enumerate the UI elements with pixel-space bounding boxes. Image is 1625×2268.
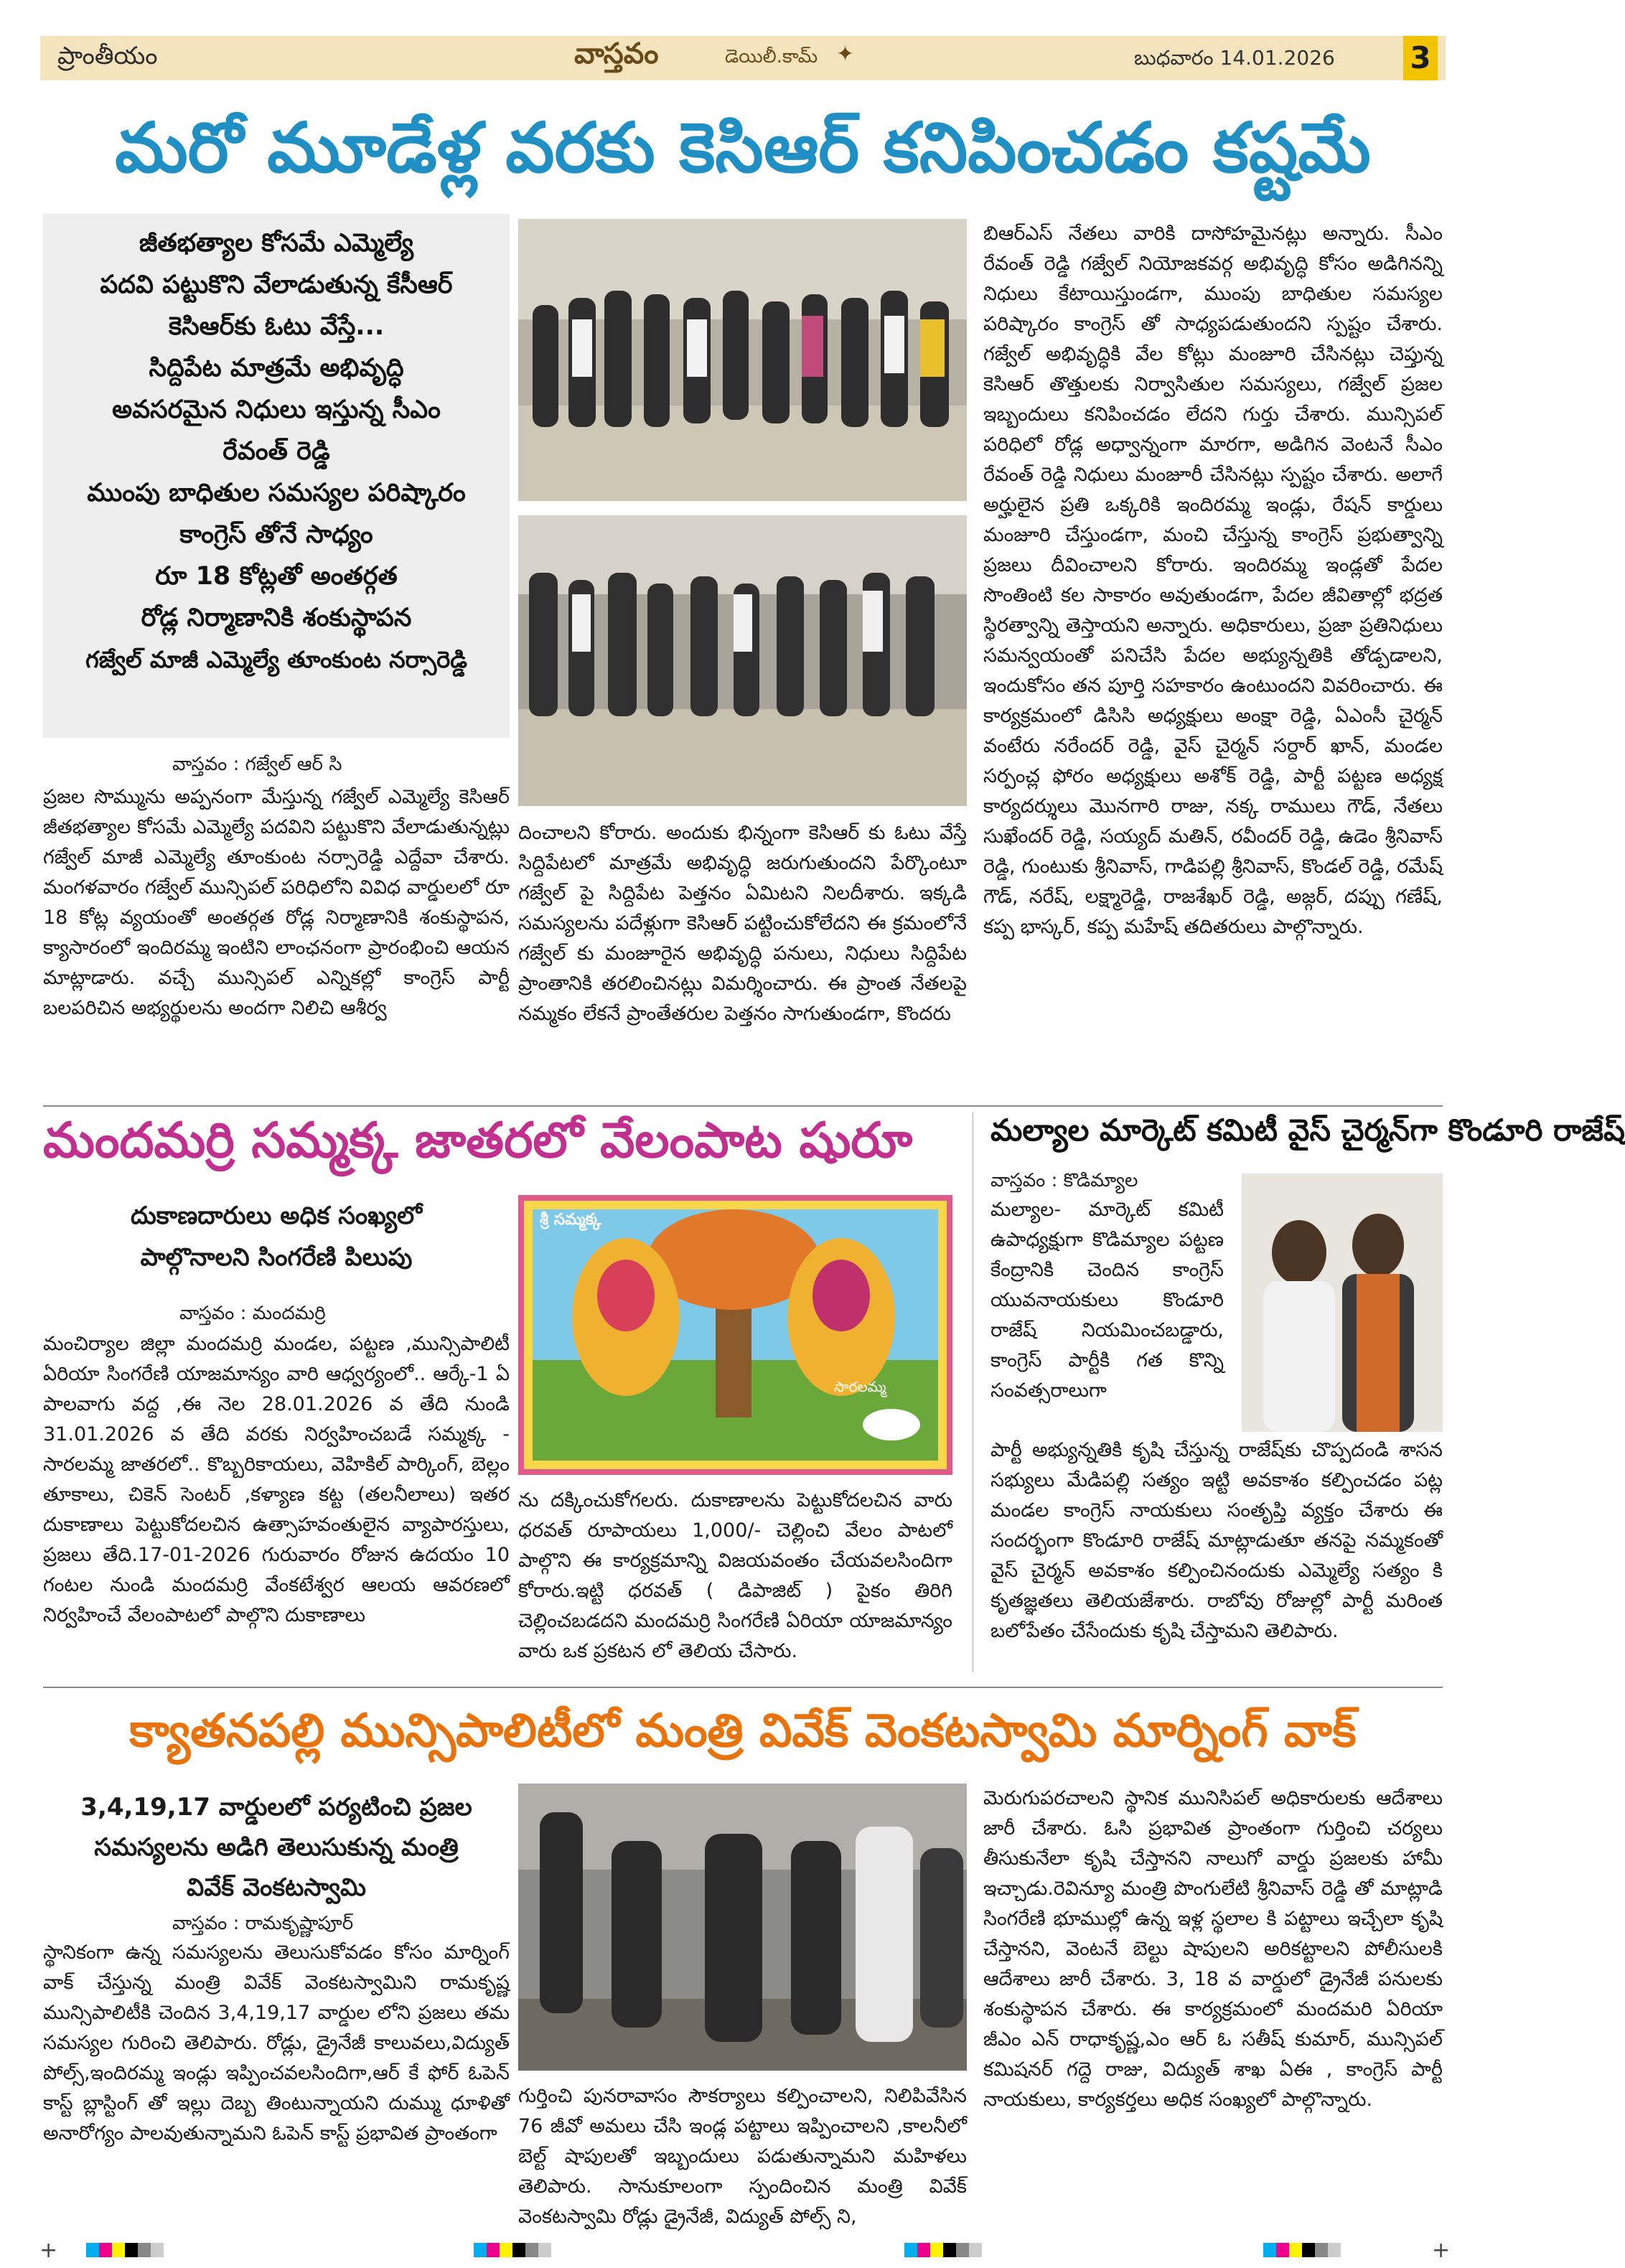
masthead-subtitle: డెయిలీ.కామ్ (725, 46, 818, 67)
masthead-title: వాస్తవం (574, 37, 659, 70)
highlight-line: రేవంత్ రెడ్డి (223, 437, 330, 466)
registration-mark: + (39, 2238, 58, 2263)
highlight-line: గజ్వేల్ మాజీ ఎమ్మెల్యే తూంకుంట నర్సారెడ్డి (85, 646, 467, 673)
story1-headline: మరో మూడేళ్ల వరకు కెసిఆర్ కనిపించడం కష్టమే (115, 108, 1371, 188)
print-color-bar (1263, 2243, 1341, 2260)
story1-column-3: బిఆర్ఎస్ నేతలు వారికి దాసోహమైనట్లు అన్నారు. సీఎం రేవంత్ రెడ్డి గజ్వేల్ నియోజకవర్గ అభివృద్ధి కోసం అడిగినన్ని నిధులు కేటాయిస్తుండగా, ముంపు బాధితుల సమస్యల పరిష్కారం కాంగ్రెస్ తో సాధ్యపడుతుందని స్పష్టం చేశారు. గజ్వేల్ అభివృద్ధికి వేల కోట్లు మంజూరి చేసినట్లు చెప్తున్న కెసిఆర్ తొత్తులకు నిర్వాసితుల సమస్యలు, గజ్వేల్ ప్రజల ఇబ్బందులు కనిపించడం లేదని గుర్తు చేశారు. మున్సిపల్ పరిధిలో రోడ్ల అధ్వాన్నంగా మారగా, అడిగిన వెంటనే సీఎం రేవంత్ రెడ్డి నిధులు మంజూరీ చేసినట్లు స్పష్టం చేశారు. అలాగే అర్హులైన ప్రతి ఒక్కరికి ఇందిరమ్మ ఇండ్లు, రేషన్ కార్డులు మంజూరి చేస్తుండగా, మంచి చేస్తున్న కాంగ్రెస్ ప్రభుత్వాన్ని ప్రజలు దీవించాలని కోరారు. ఇందిరమ్మ ఇండ్లతో పేదల సొంతింటి కల సాకారం అవుతుండగా, పేదల జీవితాల్లో భద్రత స్థిరత్వాన్ని తెస్తాయని అన్నారు. అధికారులు, ప్రజా ప్రతినిధులు సమన్వయంతో పనిచేసి పేదల అభ్యున్నతికి తోడ్పడాలని, ఇందుకోసం తన పూర్తి సహకారం ఉంటుందని వివరించారు. ఈ కార్యక్రమంలో డిసిసి అధ్యక్షులు అంక్షా రెడ్డి, ఏఎంసీ చైర్మన్ వంటేరు నరేందర్ రెడ్డి, వైస్ చైర్మన్ సర్దార్ ఖాన్, మండల సర్పంచ్ల ఫోరం అధ్యక్షులు అశోక్ రెడ్డి, పార్టీ పట్టణ అధ్యక్ష కార్యదర్శులు మొనగారి రాజు, నక్క రాములు గౌడ్, నేతలు సుఖేందర్ రెడ్డి, సయ్యద్ మతిన్, రవీందర్ రెడ్డి, ఉడెం శ్రీనివాస్ రెడ్డి, గుంటుకు శ్రీనివాస్, గాడిపల్లి శ్రీనివాస్, కొండల్ రెడ్డి, రమేష్ గౌడ్, నరేష్, లక్ష్మారెడ్డి, రాజశేఖర్ రెడ్డి, అజ్గర్, దప్పు గణేష్, కప్ప భాస్కర్, కప్ప మహేష్ తదితరులు పాల్గొన్నారు. (983, 222, 1443, 938)
felicitation-photo-graphic (1242, 1173, 1443, 1432)
story4-dateline: వాస్తవం : రామకృష్ణాపూర్ (172, 1913, 354, 1934)
story2-column-1: మంచిర్యాల జిల్లా మందమర్రి మండల, పట్టణ ,మున్సిపాలిటీ ఏరియా సింగరేణి యాజమాన్యం వారి ఆధ్వర్యంలో.. ఆర్కే-1 ఏ పాలవాగు వద్ద ,ఈ నెల 28.01.2026 వ తేది నుండి 31.01.2026 వ తేది వరకు నిర్వహించబడే సమ్మక్క - సారలమ్మ జాతరలో.. కొబ్బరికాయలు, వెహికిల్ పార్కింగ్, బెల్లం తూకాలు, చికెన్ సెంటర్ ,కళ్యాణ కట్ట (తలనీలాలు) ఇతర దుకాణాలు పెట్టుకోదలచిన ఉత్సాహవంతులైన వ్యాపారస్తులు, ప్రజలు తేది.17-01-2026 గురువారం రోజున ఉదయం 10 గంటల నుండి మందమర్రి వేంకటేశ్వర ఆలయ ఆవరణలో నిర్వహించే వేలంపాటలో పాల్గొని దుకాణాలు (43, 1333, 510, 1626)
bird-icon: ✦ (836, 42, 855, 67)
story2-jatara-image (518, 1195, 952, 1475)
registration-mark: + (1432, 2238, 1451, 2263)
subhead-line: వివేక్ వెంకటస్వామి (187, 1873, 366, 1902)
subhead-line: పాల్గొనాలని సింగరేణి పిలుపు (140, 1243, 413, 1272)
story3-column-narrow: మల్యాల- మార్కెట్ కమిటీ ఉపాధ్యక్షుగా కొడిమ్యాల పట్టణ కేంద్రానికి చెందిన కాంగ్రెస్ యువనాయకులు కొండూరి రాజేష్ నియమించబడ్డారు, కాంగ్రెస్ పార్టీకి గత కొన్ని సంవత్సరాలుగా (991, 1199, 1224, 1402)
story3-dateline: వాస్తవం : కొడిమ్యాల (991, 1170, 1138, 1191)
page-number: 3 (1403, 36, 1438, 80)
story2-subhead (43, 1195, 510, 1278)
issue-date: బుధవారం 14.01.2026 (1134, 46, 1335, 70)
print-color-bar (904, 2243, 982, 2260)
morning-walk-photo-graphic (518, 1784, 967, 2071)
subhead-line: సమస్యలను అడిగి తెలుసుకున్న మంత్రి (94, 1833, 459, 1862)
story1-highlight-box (43, 214, 510, 738)
print-color-bar (86, 2243, 164, 2260)
group-photo-graphic (518, 219, 967, 501)
story4-headline: క్యాతనపల్లి మున్సిపాలిటీలో మంత్రి వివేక్ వెంకటస్వామి మార్నింగ్ వాక్ (129, 1705, 1357, 1758)
story2-dateline: వాస్తవం : మందమర్రి (179, 1303, 326, 1324)
story3-column-wide: పార్టీ అభ్యున్నతికి కృషి చేస్తున్న రాజేష్‌కు చొప్పదండి శాసన సభ్యులు మేడిపల్లి సత్యం ఇట్టి అవకాశం కల్పించడం పట్ల మండల కాంగ్రెస్ నాయకులు సంతృప్తి వ్యక్తం చేశారు ఈ సందర్భంగా కొండూరి రాజేష్ మాట్లాడుతూ తనపై నమ్మకంతో వైస్ చైర్మన్ అవకాశం కల్పించినందుకు ఎమ్మెల్యే సత్యం కి కృతజ్ఞతలు తెలియజేశారు. రాబోవు రోజుల్లో పార్టీ మరింత బలోపేతం చేసేందుకు కృషి చేస్తామని తెలిపారు. (991, 1439, 1443, 1642)
story1-column-1: ప్రజల సొమ్మును అప్పనంగా మేస్తున్న గజ్వేల్ ఎమ్మెల్యే కెసిఆర్ జీతభత్యాల కోసమే ఎమ్మెల్యే పదవిని పట్టుకొని వేలాడుతున్నట్లు గజ్వేల్ మాజీ ఎమ్మెల్యే తూంకుంట నర్సారెడ్డి ఎద్దేవా చేశారు. మంగళవారం గజ్వేల్ మున్సిపల్ పరిధిలోని వివిధ వార్డులలో రూ 18 కోట్ల వ్యయంతో అంతర్గత రోడ్ల నిర్మాణానికి శంకుస్థాపన, క్యాసారంలో ఇందిరమ్మ ఇంటిని లాంఛనంగా ప్రారంభించి ఆయన మాట్లాడారు. వచ్చే మున్సిపల్ ఎన్నికల్లో కాంగ్రెస్ పార్టీ బలపరిచిన అభ్యర్థులను అందగా నిలిచి ఆశీర్వ (43, 786, 510, 1019)
highlight-line: కెసిఆర్‌కు ఓటు వేస్తే... (168, 312, 385, 341)
section-divider (43, 1687, 1443, 1688)
highlight-line: పదవి పట్టుకొని వేలాడుతున్న కేసీఆర్ (100, 271, 453, 299)
story1-photo-group-2 (518, 515, 967, 806)
story2-column-2: ను దక్కించుకోగలరు. దుకాణాలను పెట్టుకోదలచిన వారు ధరవత్ రూపాయలు 1,000/- చెల్లించి వేలం పాటలో పాల్గొని ఈ కార్యక్రమాన్ని విజయవంతం చేయవలసిందిగా కోరారు.ఇట్టి ధరవత్ ( డిపాజిట్ ) పైకం తిరిగి చెల్లించబడదని మందమర్రి సింగరేణి ఏరియా యాజమాన్యం వారు ఒక ప్రకటన లో తెలియ చేసారు. (518, 1489, 952, 1662)
story1-photo-group-1 (518, 219, 967, 501)
highlight-line: ముంపు బాధితుల సమస్యల పరిష్కారం (87, 479, 466, 507)
story4-column-1: స్థానికంగా ఉన్న సమస్యలను తెలుసుకోవడం కోసం మార్నింగ్ వాక్ చేస్తున్న మంత్రి వివేక్ వెంకటస్వామిని రామకృష్ణ మున్సిపాలిటీకి చెందిన 3,4,19,17 వార్డుల లోని ప్రజలు తమ సమస్యల గురించి తెలిపారు. రోడ్లు, డ్రైనేజీ కాలువలు,విద్యుత్ పోల్స్,ఇందిరమ్మ ఇండ్లు ఇప్పించవలసిందిగా,ఆర్ కే ఫోర్ ఓపెన్ కాస్ట్ బ్లాస్టింగ్ తో ఇల్లు దెబ్బ తింటున్నాయని దుమ్ము ధూళితో అనారోగ్యం పాలవుతున్నామని ఓపెన్ కాస్ట్ ప్రభావిత ప్రాంతంగా (43, 1941, 510, 2145)
story4-column-3: మెరుగుపరచాలని స్థానిక మునిసిపల్ అధికారులకు ఆదేశాలు జారీ చేశారు. ఓసి ప్రభావిత ప్రాంతంగా గుర్తించి చర్యలు తీసుకునేలా కృషి చేస్తానని నాలుగో వార్డు ప్రజలకు హామీ ఇచ్చాడు.రెవిన్యూ మంత్రి పొంగులేటి శ్రీనివాస్ రెడ్డి తో మాట్లాడి సింగరేణి భూముల్లో ఉన్న ఇళ్ల స్థలాల కి పట్టాలు ఇచ్చేలా కృషి చేస్తానని, వెంటనే బెల్టు షాపులని అరికట్టాలని పోలీసులకి ఆదేశాలు జారీ చేశారు. 3, 18 వ వార్డులో డ్రైనేజీ పనులకు శంకుస్థాపన చేశారు. ఈ కార్యక్రమంలో మందమరి ఏరియా జీఎం ఎన్ రాధాకృష్ణ,ఎం ఆర్ ఓ సతీష్ కుమార్, మున్సిపల్ కమిషనర్ గద్దె రాజు, విద్యుత్ శాఖ ఏఈ , కాంగ్రెస్ పార్టీ నాయకులు, కార్యకర్తలు అధిక సంఖ్యలో పాల్గొన్నారు. (983, 1787, 1443, 2111)
poster-caption-right: సారలమ్మ (834, 1378, 886, 1395)
story4-column-2: గుర్తించి పునరావాసం సౌకర్యాలు కల్పించాలని, నిలిపివేసిన 76 జీవో అమలు చేసి ఇండ్ల పట్టాలు ఇప్పించాలని ,కాలనీలో బెల్ట్ షాపులతో ఇబ్బందులు పడుతున్నామని మహిళలు తెలిపారు. సానుకూలంగా స్పందించిన మంత్రి వివేక్ వెంకటస్వామి రోడ్లు డ్రైనేజీ, విద్యుత్ పోల్స్ ని, (518, 2085, 967, 2228)
group-photo-graphic (518, 515, 967, 806)
story1-column-2: దించాలని కోరారు. అందుకు భిన్నంగా కెసిఆర్ కు ఓటు వేస్తే సిద్దిపేటలో మాత్రమే అభివృద్ధి జరుగుతుందని పేర్కొంటూ గజ్వేల్ పై సిద్దిపేట పెత్తనం ఏమిటని నిలదీశారు. ఇక్కడి సమస్యలను పదేళ్లుగా కెసిఆర్ పట్టించుకోలేదని ఈ క్రమంలోనే గజ్వేల్ కు మంజూరైన అభివృద్ధి పనులు, నిధులు సిద్దిపేట ప్రాంతానికి తరలించినట్లు విమర్శించారు. ఈ ప్రాంత నేతలపై నమ్మకం లేకనే ప్రాంతేతరుల పెత్తనం సాగుతుండగా, కొందరు (518, 822, 967, 1025)
story3-headline: మల్యాల మార్కెట్ కమిటీ వైస్ చైర్మన్‌గా కొండూరి రాజేష్ (991, 1112, 1625, 1148)
section-label: ప్రాంతీయం (57, 42, 158, 70)
story4-morning-walk-photo (518, 1784, 967, 2071)
print-color-bar (474, 2243, 551, 2260)
highlight-line: జీతభత్యాల కోసమే ఎమ్మెల్యే (139, 229, 414, 258)
story4-subhead (43, 1787, 510, 1908)
highlight-line: సిద్దిపేట మాత్రమే అభివృద్ధి (149, 354, 404, 383)
highlight-line: రూ 18 కోట్లతో అంతర్గత (155, 562, 398, 591)
subhead-line: 3,4,19,17 వార్డులలో పర్యటించి ప్రజల (80, 1793, 472, 1822)
story2-headline: మందమర్రి సమ్మక్క జాతరలో వేలంపాట షురూ (43, 1112, 913, 1169)
story3-photo (1242, 1173, 1443, 1432)
highlight-line: అవసరమైన నిధులు ఇస్తున్న సీఎం (112, 395, 441, 424)
goddess-poster-graphic (518, 1195, 952, 1475)
highlight-line: రోడ్ల నిర్మాణానికి శంకుస్థాపన (141, 604, 412, 632)
story1-dateline: వాస్తవం : గజ్వేల్ ఆర్ సి (172, 754, 342, 775)
subhead-line: దుకాణదారులు అధిక సంఖ్యలో (130, 1201, 423, 1230)
poster-caption-left: శ్రీ సమ్మక్క (540, 1211, 601, 1229)
highlight-line: కాంగ్రెస్ తోనే సాధ్యం (179, 520, 373, 549)
section-divider (43, 1105, 1443, 1107)
